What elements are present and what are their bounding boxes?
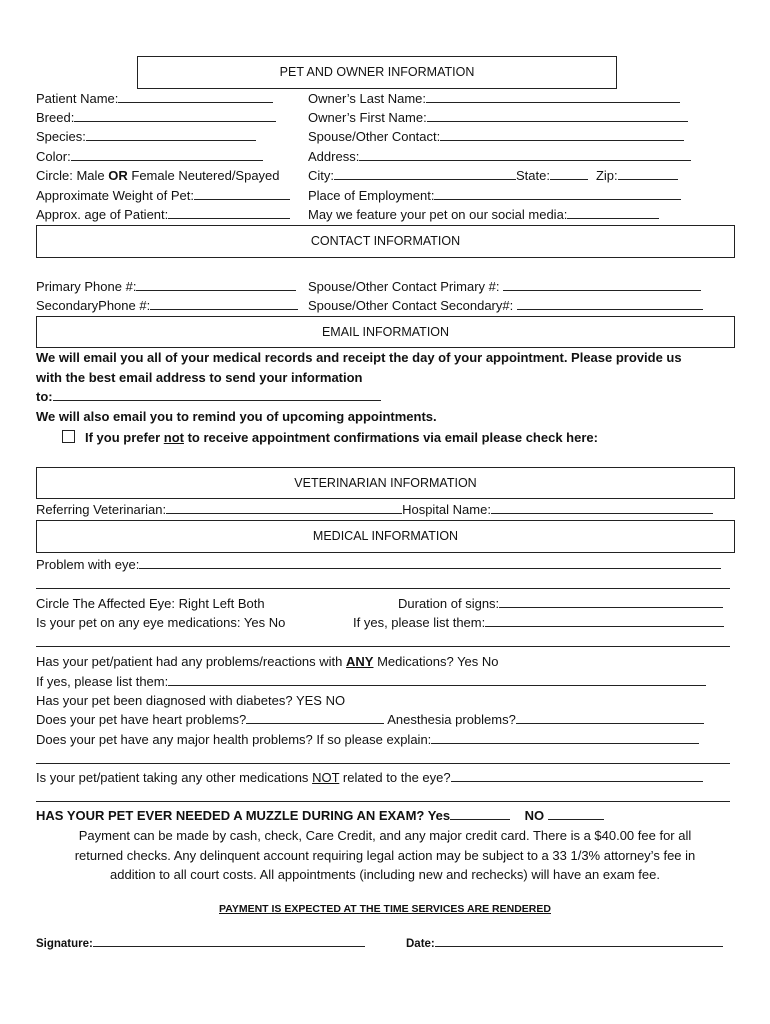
email-info-line1: We will email you all of your medical records and receipt the day of your appointment. Please provide us	[36, 350, 682, 365]
payment-text-line1: Payment can be made by cash, check, Care Credit, and any major credit card. There is a $40.00 fee for all	[78, 828, 692, 843]
color-field[interactable]: Color:	[36, 149, 263, 164]
city-state-zip-field[interactable]: City: State: Zip:	[308, 168, 678, 183]
payment-expected-notice: PAYMENT IS EXPECTED AT THE TIME SERVICES ARE RENDERED	[219, 903, 551, 915]
problem-eye-extra-line[interactable]	[36, 588, 730, 589]
problem-eye-field[interactable]: Problem with eye:	[36, 557, 721, 572]
primary-phone-field[interactable]: Primary Phone #:	[36, 279, 296, 294]
owner-first-name-field[interactable]: Owner’s First Name:	[308, 110, 688, 125]
email-header: EMAIL INFORMATION	[321, 325, 450, 339]
eye-meds-list-field[interactable]: If yes, please list them:	[353, 615, 724, 630]
date-field[interactable]: Date:	[406, 935, 723, 950]
affected-eye-field[interactable]: Circle The Affected Eye: Right Left Both	[36, 596, 265, 611]
social-media-field[interactable]: May we feature your pet on our social media:	[308, 207, 659, 222]
diabetes-field[interactable]: Has your pet been diagnosed with diabetes? YES NO	[36, 693, 346, 708]
referring-vet-field[interactable]: Referring Veterinarian: Hospital Name:	[36, 502, 713, 517]
patient-name-field[interactable]: Patient Name:	[36, 91, 273, 106]
breed-field[interactable]: Breed:	[36, 110, 276, 125]
vet-header: VETERINARIAN INFORMATION	[294, 476, 477, 490]
pet-owner-header: PET AND OWNER INFORMATION	[279, 65, 475, 79]
email-address-field[interactable]: to:	[36, 389, 381, 404]
medical-header: MEDICAL INFORMATION	[312, 529, 459, 543]
other-meds-field[interactable]: Is your pet/patient taking any other medications NOT related to the eye?	[36, 770, 703, 785]
spouse-primary-field[interactable]: Spouse/Other Contact Primary #:	[308, 279, 701, 294]
payment-text-line2: returned checks. Any delinquent account requiring legal action may be subject to a 33 1/3% attorney’s fee in	[74, 848, 696, 863]
spouse-contact-field[interactable]: Spouse/Other Contact:	[308, 129, 684, 144]
owner-last-name-field[interactable]: Owner’s Last Name:	[308, 91, 680, 106]
secondary-phone-field[interactable]: SecondaryPhone #:	[36, 298, 298, 313]
major-health-extra-line[interactable]	[36, 763, 730, 764]
contact-header: CONTACT INFORMATION	[310, 234, 461, 248]
other-meds-extra-line[interactable]	[36, 801, 730, 802]
duration-field[interactable]: Duration of signs:	[398, 596, 723, 611]
email-optout-row: If you prefer not to receive appointment confirmations via email please check here:	[62, 430, 598, 445]
eye-meds-extra-line[interactable]	[36, 646, 730, 647]
eye-meds-field[interactable]: Is your pet on any eye medications: Yes No	[36, 615, 286, 630]
major-health-field[interactable]: Does your pet have any major health problems? If so please explain:	[36, 732, 699, 747]
heart-anesthesia-field[interactable]: Does your pet have heart problems? Anesthesia problems?	[36, 712, 704, 727]
species-field[interactable]: Species:	[36, 129, 256, 144]
sex-circle-field[interactable]: Circle: Male OR Female Neutered/Spayed	[36, 168, 280, 183]
spouse-secondary-field[interactable]: Spouse/Other Contact Secondary#:	[308, 298, 703, 313]
weight-field[interactable]: Approximate Weight of Pet:	[36, 188, 290, 203]
signature-field[interactable]: Signature:	[36, 935, 365, 950]
email-reminder-text: We will also email you to remind you of upcoming appointments.	[36, 409, 437, 424]
payment-text-line3: addition to all court costs. All appointments (including new and rechecks) will have an exam fee.	[110, 867, 660, 882]
address-field[interactable]: Address:	[308, 149, 691, 164]
muzzle-field[interactable]: HAS YOUR PET EVER NEEDED A MUZZLE DURING AN EXAM? Yes NO	[36, 808, 604, 823]
email-info-line2: with the best email address to send your information	[36, 370, 363, 385]
reactions-list-field[interactable]: If yes, please list them:	[36, 674, 706, 689]
reactions-field[interactable]: Has your pet/patient had any problems/reactions with ANY Medications? Yes No	[36, 654, 499, 669]
employment-field[interactable]: Place of Employment:	[308, 188, 681, 203]
email-optout-checkbox[interactable]	[62, 430, 75, 443]
age-field[interactable]: Approx. age of Patient:	[36, 207, 290, 222]
